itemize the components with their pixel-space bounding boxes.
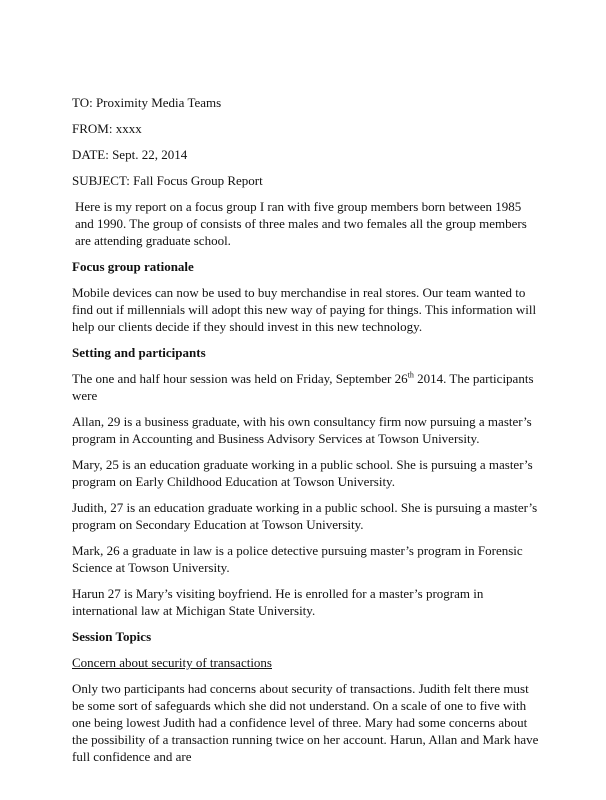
participant-harun: Harun 27 is Mary’s visiting boyfriend. He is enrolled for a master’s program in international law at Michigan State University. [72,586,484,618]
rationale-paragraph: Mobile devices can now be used to buy merchandise in real stores. Our team wanted to find out if millennials will adopt this new way of paying for things. This information will help our clients decide if they should invest in this new technology. [72,285,537,334]
participant-mary: Mary, 25 is an education graduate working in a public school. She is pursuing a master’s program on Early Childhood Education at Towson University. [72,457,533,489]
security-paragraph: Only two participants had concerns about security of transactions. Judith felt there must be some sort of safeguards which she did not understand. On a scale of one to five with one being lowest Judith had a confidence level of three. Mary had some concerns about the possibility of a transaction running twice on her account. Harun, Allan and Mark have full confidence and are [72,681,539,764]
topics-heading: Session Topics [72,629,152,644]
rationale-heading: Focus group rationale [72,259,194,274]
participant-allan: Allan, 29 is a business graduate, with his own consultancy firm now pursuing a master’s program in Accounting and Business Advisory Services at Towson University. [72,414,532,446]
security-subheading: Concern about security of transactions [72,655,272,670]
participant-judith: Judith, 27 is an education graduate working in a public school. She is pursuing a master’s program on Secondary Education at Towson University. [72,500,538,532]
memo-date: DATE: Sept. 22, 2014 [72,147,188,162]
setting-heading: Setting and participants [72,345,206,360]
session-text-before: The one and half hour session was held on Friday, September 26 [72,371,408,386]
memo-subject: SUBJECT: Fall Focus Group Report [72,173,263,188]
memo-from: FROM: xxxx [72,121,142,136]
session-ordinal: th [407,370,414,380]
session-paragraph [72,370,542,404]
session-text-after: 2014. The participants were [72,371,534,403]
intro-paragraph: Here is my report on a focus group I ran with five group members born between 1985 and 1990. The group of consists of three males and two females all the group members are attending graduate school. [75,199,527,248]
participant-mark: Mark, 26 a graduate in law is a police detective pursuing master’s program in Forensic Science at Towson University. [72,543,523,575]
memo-to: TO: Proximity Media Teams [72,95,222,110]
memo-page [72,94,542,774]
